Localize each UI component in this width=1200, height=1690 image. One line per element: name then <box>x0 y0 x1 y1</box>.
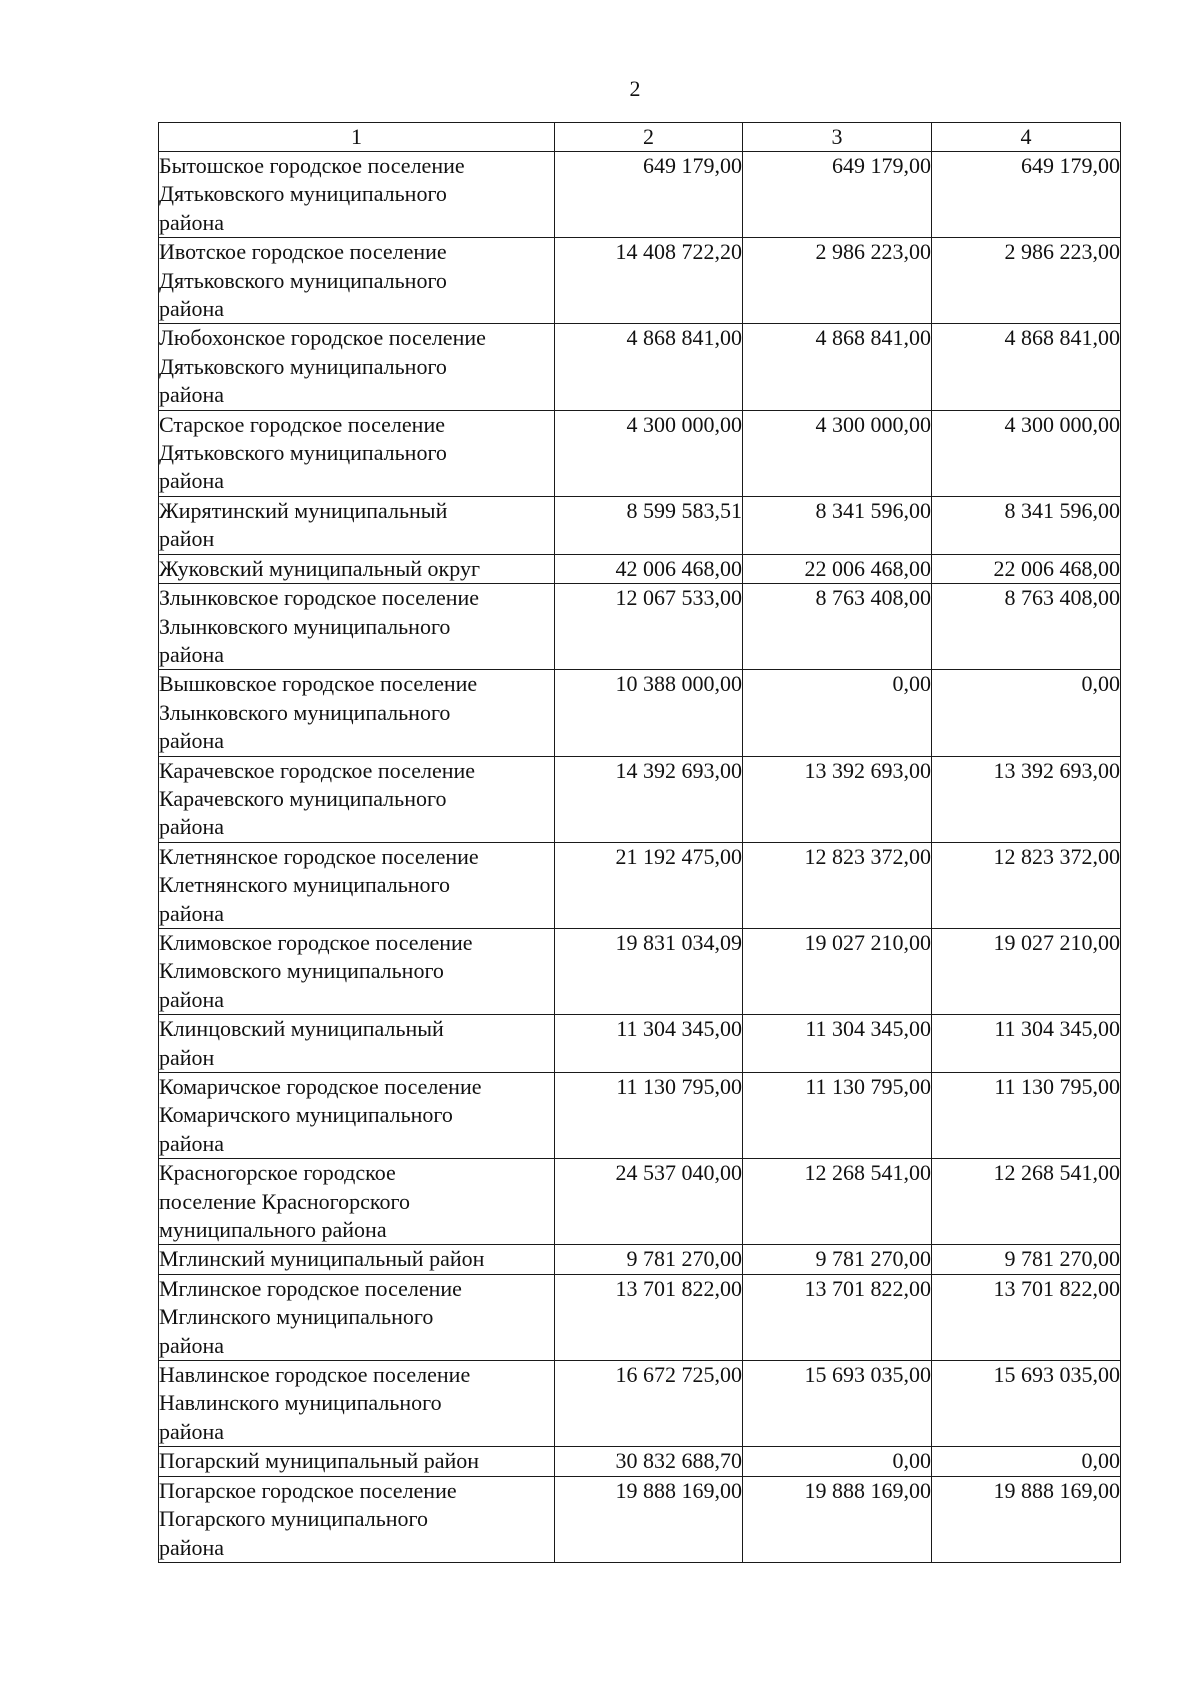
municipality-name-cell <box>159 554 555 583</box>
table-row <box>159 1476 1121 1562</box>
municipality-name-line: района <box>159 468 225 494</box>
municipality-name-line: Бытошское городское поселение <box>159 153 465 178</box>
amount-col4-cell: 12 823 372,00 <box>932 842 1121 928</box>
table-row <box>159 670 1121 756</box>
amount-col4-cell: 0,00 <box>932 1447 1121 1476</box>
municipality-name-line: Погарское городское поселение <box>159 1477 457 1503</box>
municipality-name-line: Мглинское городское поселение <box>159 1275 462 1301</box>
amount-col2-cell: 11 130 795,00 <box>555 1073 743 1159</box>
municipality-name-line: Красногорское городское <box>159 1160 396 1186</box>
municipality-name-line: района <box>159 296 225 322</box>
amount-col2-cell: 649 179,00 <box>555 152 743 238</box>
municipality-name-line: района <box>159 986 225 1012</box>
municipality-name-line: района <box>159 1418 225 1444</box>
amount-col4-cell: 19 027 210,00 <box>932 928 1121 1014</box>
column-header: 4 <box>932 123 1121 152</box>
amount-col3-cell: 8 763 408,00 <box>743 584 932 670</box>
municipality-name-cell <box>159 842 555 928</box>
amount-col2-cell: 19 888 169,00 <box>555 1476 743 1562</box>
municipality-name-cell <box>159 928 555 1014</box>
amount-col4-cell: 4 868 841,00 <box>932 324 1121 410</box>
municipality-name-line: Комаричского муниципального <box>159 1102 453 1128</box>
municipality-name-cell <box>159 1274 555 1360</box>
amount-col4-cell: 0,00 <box>932 670 1121 756</box>
amount-col3-cell: 8 341 596,00 <box>743 496 932 554</box>
amount-col4-cell: 22 006 468,00 <box>932 554 1121 583</box>
amount-col2-cell: 42 006 468,00 <box>555 554 743 583</box>
municipality-name-line: Клетнянское городское поселение <box>159 843 479 869</box>
municipality-name-line: Мглинского муниципального <box>159 1304 434 1330</box>
amount-col2-cell: 11 304 345,00 <box>555 1015 743 1073</box>
amount-col2-cell: 4 868 841,00 <box>555 324 743 410</box>
municipality-name-line: Карачевского муниципального <box>159 785 447 811</box>
amount-col3-cell: 19 888 169,00 <box>743 1476 932 1562</box>
amount-col4-cell: 13 392 693,00 <box>932 756 1121 842</box>
table-row <box>159 1073 1121 1159</box>
amount-col4-cell: 13 701 822,00 <box>932 1274 1121 1360</box>
table-row <box>159 756 1121 842</box>
amount-col3-cell: 12 268 541,00 <box>743 1159 932 1245</box>
municipality-name-cell <box>159 1447 555 1476</box>
budget-table <box>158 122 1121 1563</box>
amount-col3-cell: 4 300 000,00 <box>743 410 932 496</box>
table-row <box>159 554 1121 583</box>
table-row <box>159 842 1121 928</box>
municipality-name-line: Дятьковского муниципального <box>159 440 447 466</box>
municipality-name-line: Вышковское городское поселение <box>159 671 478 697</box>
amount-col2-cell: 12 067 533,00 <box>555 584 743 670</box>
amount-col4-cell: 4 300 000,00 <box>932 410 1121 496</box>
amount-col3-cell: 11 304 345,00 <box>743 1015 932 1073</box>
municipality-name-cell <box>159 1015 555 1073</box>
amount-col3-cell: 22 006 468,00 <box>743 554 932 583</box>
municipality-name-line: района <box>159 1534 225 1560</box>
table-row <box>159 584 1121 670</box>
municipality-name-cell <box>159 1073 555 1159</box>
amount-col4-cell: 649 179,00 <box>932 152 1121 238</box>
municipality-name-line: Дятьковского муниципального <box>159 181 447 207</box>
municipality-name-cell <box>159 410 555 496</box>
table-row <box>159 1274 1121 1360</box>
municipality-name-line: Комаричское городское поселение <box>159 1074 482 1099</box>
municipality-name-line: Старское городское поселение <box>159 411 445 437</box>
table-row <box>159 1015 1121 1073</box>
municipality-name-cell <box>159 1245 555 1274</box>
municipality-name-cell <box>159 496 555 554</box>
municipality-name-cell <box>159 756 555 842</box>
municipality-name-cell <box>159 1476 555 1562</box>
amount-col3-cell: 13 701 822,00 <box>743 1274 932 1360</box>
table-row <box>159 1159 1121 1245</box>
amount-col4-cell: 19 888 169,00 <box>932 1476 1121 1562</box>
municipality-name-line: Дятьковского муниципального <box>159 267 447 293</box>
amount-col4-cell: 9 781 270,00 <box>932 1245 1121 1274</box>
municipality-name-line: района <box>159 728 225 754</box>
amount-col3-cell: 11 130 795,00 <box>743 1073 932 1159</box>
municipality-name-cell <box>159 324 555 410</box>
amount-col3-cell: 4 868 841,00 <box>743 324 932 410</box>
municipality-name-line: Жирятинский муниципальный <box>159 497 448 523</box>
amount-col3-cell: 9 781 270,00 <box>743 1245 932 1274</box>
municipality-name-line: района <box>159 814 225 840</box>
municipality-name-line: Злынковского муниципального <box>159 613 451 639</box>
municipality-name-line: Мглинский муниципальный район <box>159 1246 485 1272</box>
amount-col2-cell: 10 388 000,00 <box>555 670 743 756</box>
amount-col4-cell: 15 693 035,00 <box>932 1361 1121 1447</box>
table-row <box>159 496 1121 554</box>
amount-col4-cell: 2 986 223,00 <box>932 238 1121 324</box>
table-row <box>159 324 1121 410</box>
municipality-name-line: Ивотское городское поселение <box>159 239 447 265</box>
municipality-name-line: Навлинское городское поселение <box>159 1362 471 1388</box>
amount-col2-cell: 21 192 475,00 <box>555 842 743 928</box>
amount-col3-cell: 13 392 693,00 <box>743 756 932 842</box>
municipality-name-line: Навлинского муниципального <box>159 1390 442 1416</box>
amount-col3-cell: 0,00 <box>743 670 932 756</box>
municipality-name-cell <box>159 670 555 756</box>
table-row <box>159 152 1121 238</box>
municipality-name-line: Жуковский муниципальный округ <box>159 555 480 581</box>
municipality-name-line: Погарский муниципальный район <box>159 1448 480 1474</box>
municipality-name-line: район <box>159 1044 215 1070</box>
municipality-name-line: Клетнянского муниципального <box>159 872 451 898</box>
municipality-name-line: района <box>159 1130 225 1156</box>
municipality-name-line: Любохонское городское поселение <box>159 325 486 351</box>
table-row <box>159 1361 1121 1447</box>
amount-col2-cell: 14 408 722,20 <box>555 238 743 324</box>
column-header: 2 <box>555 123 743 152</box>
amount-col2-cell: 16 672 725,00 <box>555 1361 743 1447</box>
amount-col2-cell: 14 392 693,00 <box>555 756 743 842</box>
amount-col2-cell: 8 599 583,51 <box>555 496 743 554</box>
municipality-name-line: района <box>159 382 225 408</box>
municipality-name-line: Погарского муниципального <box>159 1506 428 1532</box>
amount-col3-cell: 0,00 <box>743 1447 932 1476</box>
amount-col4-cell: 8 341 596,00 <box>932 496 1121 554</box>
amount-col3-cell: 19 027 210,00 <box>743 928 932 1014</box>
municipality-name-cell <box>159 1159 555 1245</box>
municipality-name-cell <box>159 584 555 670</box>
table-header-row <box>159 123 1121 152</box>
municipality-name-line: района <box>159 209 225 235</box>
table-row <box>159 928 1121 1014</box>
municipality-name-line: Клинцовский муниципальный <box>159 1016 444 1042</box>
amount-col4-cell: 12 268 541,00 <box>932 1159 1121 1245</box>
municipality-name-line: Злынковского муниципального <box>159 699 451 725</box>
table-row <box>159 410 1121 496</box>
amount-col3-cell: 12 823 372,00 <box>743 842 932 928</box>
amount-col4-cell: 11 130 795,00 <box>932 1073 1121 1159</box>
municipality-name-line: Дятьковского муниципального <box>159 353 447 379</box>
table-row <box>159 1245 1121 1274</box>
municipality-name-line: Климовского муниципального <box>159 958 444 984</box>
municipality-name-line: Злынковское городское поселение <box>159 585 480 611</box>
amount-col2-cell: 30 832 688,70 <box>555 1447 743 1476</box>
amount-col2-cell: 13 701 822,00 <box>555 1274 743 1360</box>
municipality-name-line: Климовское городское поселение <box>159 929 473 955</box>
column-header: 3 <box>743 123 932 152</box>
amount-col2-cell: 24 537 040,00 <box>555 1159 743 1245</box>
amount-col3-cell: 649 179,00 <box>743 152 932 238</box>
municipality-name-cell <box>159 1361 555 1447</box>
table-row <box>159 1447 1121 1476</box>
municipality-name-line: района <box>159 1332 225 1358</box>
municipality-name-line: муниципального района <box>159 1217 387 1243</box>
amount-col3-cell: 2 986 223,00 <box>743 238 932 324</box>
municipality-name-line: Карачевское городское поселение <box>159 757 476 783</box>
amount-col4-cell: 11 304 345,00 <box>932 1015 1121 1073</box>
page-number: 2 <box>629 76 641 101</box>
amount-col2-cell: 19 831 034,09 <box>555 928 743 1014</box>
municipality-name-line: района <box>159 900 225 926</box>
table-row <box>159 238 1121 324</box>
municipality-name-cell <box>159 152 555 238</box>
municipality-name-line: поселение Красногорского <box>159 1188 410 1214</box>
amount-col4-cell: 8 763 408,00 <box>932 584 1121 670</box>
column-header: 1 <box>159 123 555 152</box>
amount-col2-cell: 4 300 000,00 <box>555 410 743 496</box>
municipality-name-cell <box>159 238 555 324</box>
amount-col2-cell: 9 781 270,00 <box>555 1245 743 1274</box>
municipality-name-line: район <box>159 526 215 552</box>
municipality-name-line: района <box>159 641 225 667</box>
amount-col3-cell: 15 693 035,00 <box>743 1361 932 1447</box>
